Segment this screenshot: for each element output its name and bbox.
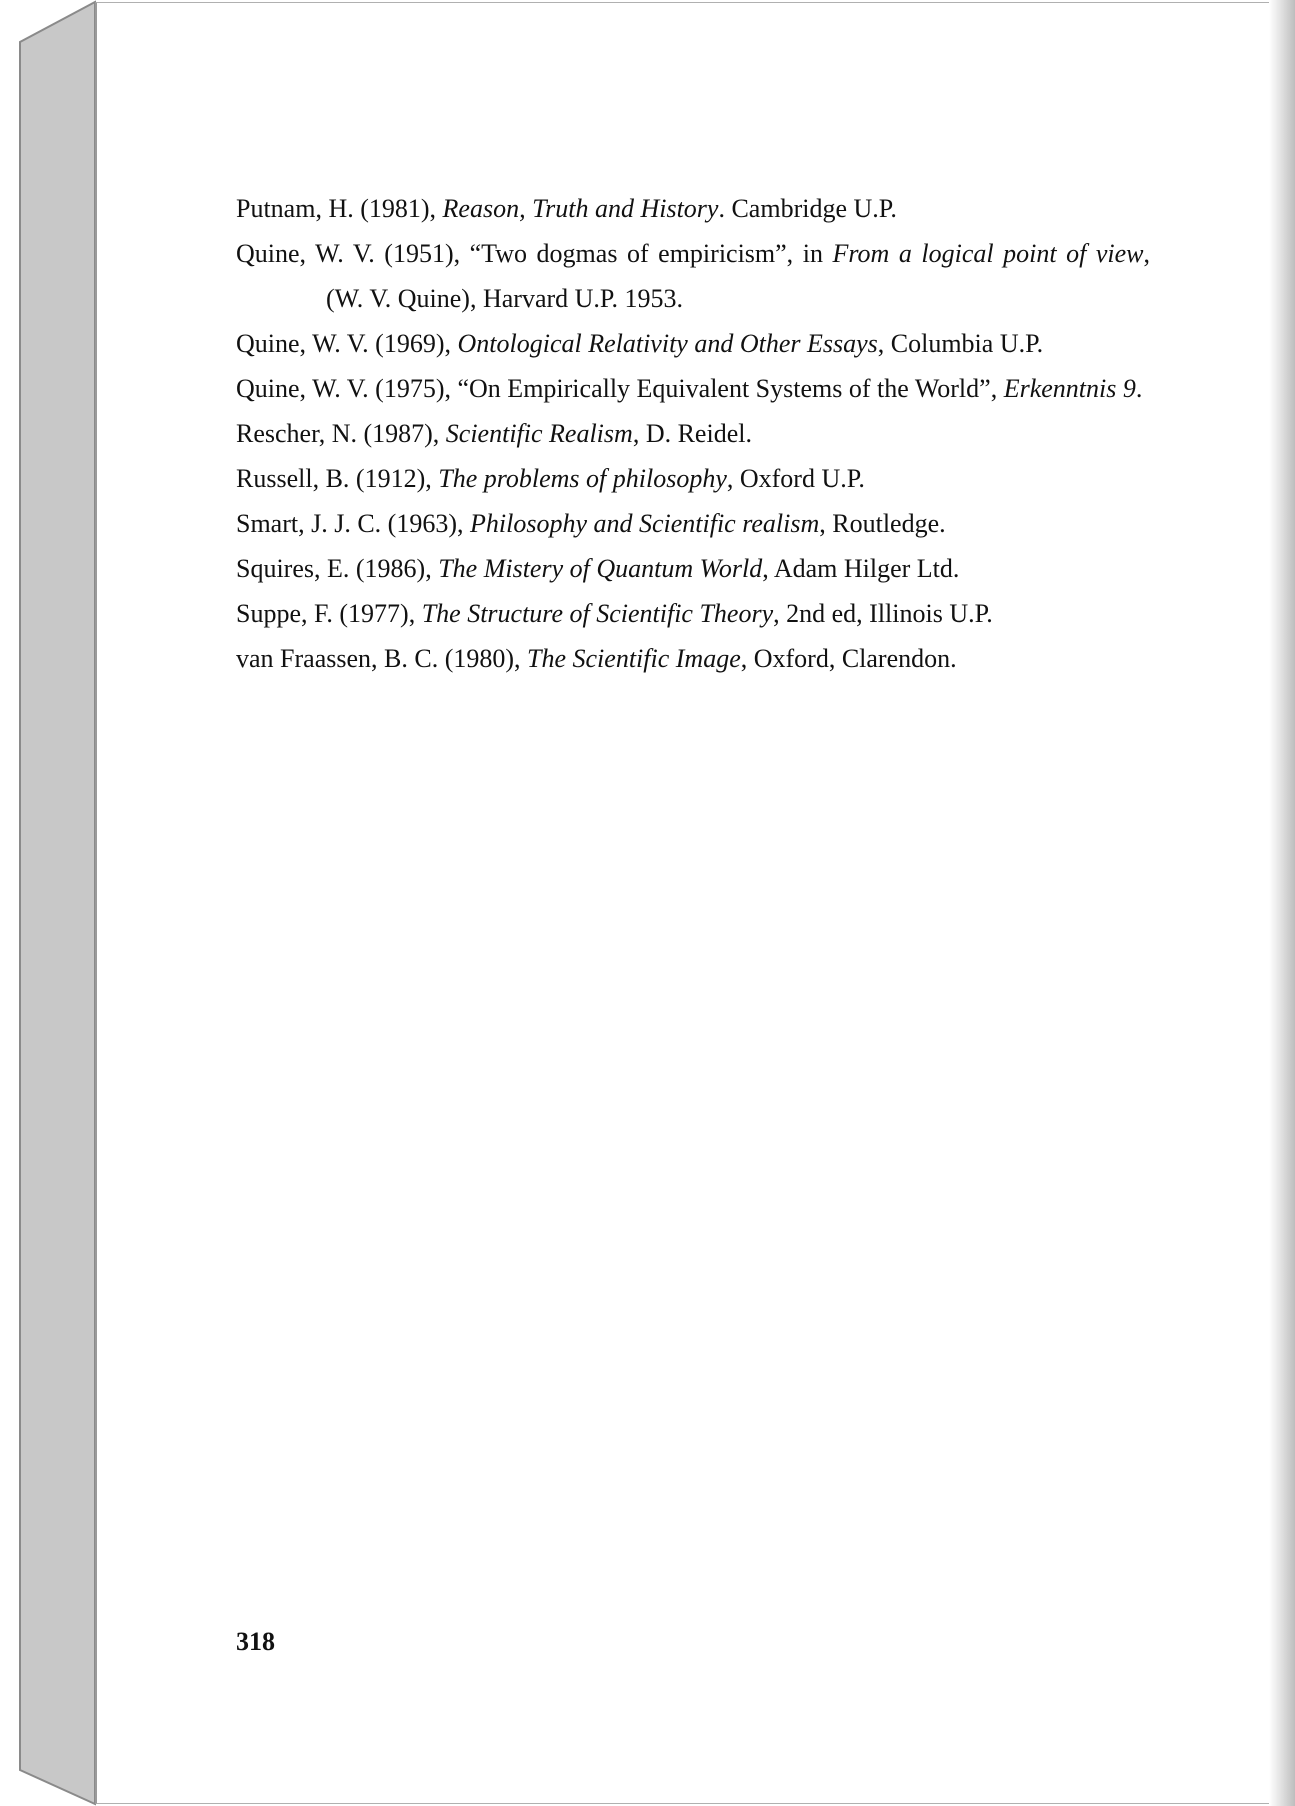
reference-entry: Quine, W. V. (1969), Ontological Relativity and Other Essays, Columbia U.P.: [236, 329, 1044, 358]
reference-title: Erkenntnis 9: [1003, 374, 1136, 403]
reference-entry: Suppe, F. (1977), The Structure of Scientific Theory, 2nd ed, Illinois U.P.: [236, 599, 993, 628]
reference-entry: Rescher, N. (1987), Scientific Realism, D. Reidel.: [236, 419, 752, 448]
reference-entry: Squires, E. (1986), The Mistery of Quantum World, Adam Hilger Ltd.: [236, 554, 960, 583]
page-number: 318: [236, 1627, 275, 1656]
reference-title: The Structure of Scientific Theory: [421, 599, 774, 628]
reference-entry: Smart, J. J. C. (1963), Philosophy and Scientific realism, Routledge.: [236, 509, 946, 538]
reference-list: [236, 186, 1150, 681]
reference-entry: Quine, W. V. (1975), “On Empirically Equivalent Systems of the World”, Erkenntnis 9.: [236, 374, 1143, 403]
reference-title: Ontological Relativity and Other Essays: [457, 329, 878, 358]
reference-entry: Russell, B. (1912), The problems of philosophy, Oxford U.P.: [236, 464, 865, 493]
page-right-shadow: [1269, 0, 1295, 1806]
reference-title: From a logical point of view: [832, 239, 1144, 268]
reference-title: The Mistery of Quantum World: [438, 554, 763, 583]
reference-entry: van Fraassen, B. C. (1980), The Scientific Image, Oxford, Clarendon.: [236, 644, 957, 673]
reference-title: The problems of philosophy: [438, 464, 727, 493]
reference-title: Scientific Realism: [445, 419, 633, 448]
reference-entry: Quine, W. V. (1951), “Two dogmas of empiricism”, in From a logical point of view, (W. V. Quine), Harvard U.P. 1953.: [236, 239, 1151, 313]
reference-entry: Putnam, H. (1981), Reason, Truth and History. Cambridge U.P.: [236, 194, 897, 223]
reference-title: The Scientific Image: [527, 644, 741, 673]
reference-title: Philosophy and Scientific realism: [470, 509, 820, 538]
reference-title: Reason, Truth and History: [442, 194, 719, 223]
book-spine-edge: [0, 0, 100, 1806]
